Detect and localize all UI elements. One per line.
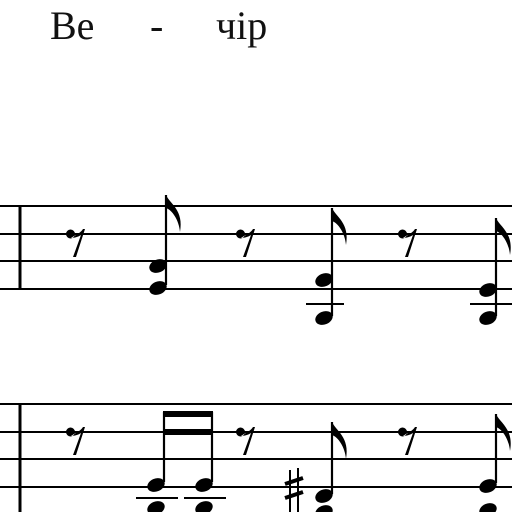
beam [163, 429, 213, 435]
eighth-chord [313, 422, 346, 512]
eighth-chord [147, 195, 180, 297]
lyric-hyphen: - [150, 3, 164, 48]
beam [163, 411, 213, 417]
sharp-sign [285, 468, 303, 512]
lyric-syllable-ve: Ве [50, 3, 95, 48]
eighth-chord [477, 414, 510, 512]
beamed-sixteenth-pair [136, 411, 226, 512]
lyric-syllable-chir: чір [216, 3, 268, 48]
eighth-chord [306, 208, 347, 327]
